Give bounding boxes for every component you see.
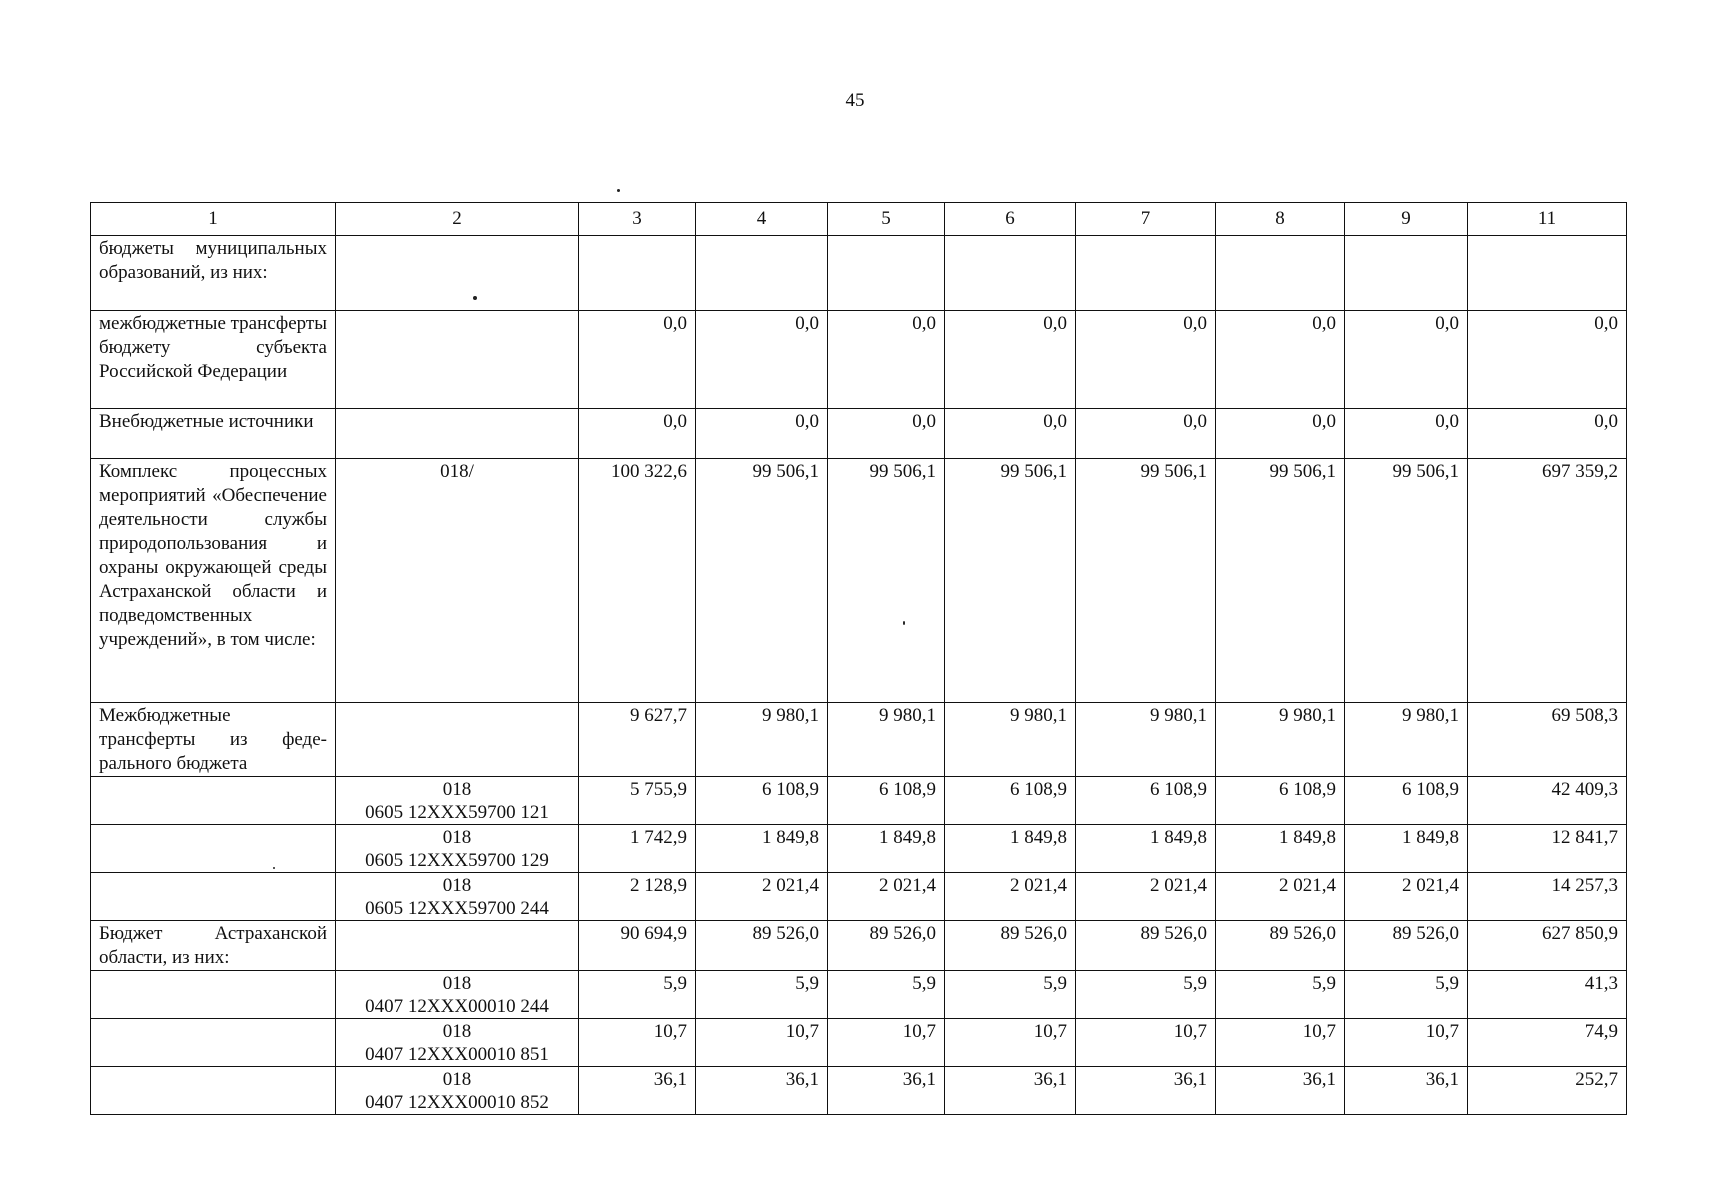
value-cell-col-3: 5,9 [579,971,696,1019]
value-cell-col-11: 12 841,7 [1468,825,1627,873]
value-cell-col-4: 5,9 [696,971,828,1019]
value-cell-col-7: 99 506,1 [1076,459,1216,703]
budget-code-cell [336,971,579,1019]
value-cell-col-3 [579,236,696,311]
budget-code-cell [336,409,579,459]
column-header-2: 2 [336,203,579,236]
column-header-8: 8 [1216,203,1345,236]
row-name-cell: межбюджетные трансферты бюджету субъекта Российской Федерации [91,311,336,409]
row-name-cell [91,1067,336,1115]
value-cell-col-4: 36,1 [696,1067,828,1115]
value-cell-col-5: 9 980,1 [828,703,945,777]
scan-speck [617,189,620,192]
row-name-cell [91,971,336,1019]
value-cell-col-5: 36,1 [828,1067,945,1115]
value-cell-col-9: 89 526,0 [1345,921,1468,971]
budget-table [90,202,1627,1115]
row-name-cell [91,777,336,825]
value-cell-col-8: 9 980,1 [1216,703,1345,777]
column-header-3: 3 [579,203,696,236]
table-row [91,825,1627,873]
value-cell-col-11: 74,9 [1468,1019,1627,1067]
budget-code-cell [336,311,579,409]
row-name-cell: Комплекс процессных мероприятий «Обеспечение деятельности службы природопользования и охраны окружающей среды Астраханской области и подведомственных учреждений», в том числе: [91,459,336,703]
table-row [91,873,1627,921]
table-row [91,971,1627,1019]
value-cell-col-3: 0,0 [579,311,696,409]
value-cell-col-7: 0,0 [1076,311,1216,409]
value-cell-col-6: 0,0 [945,311,1076,409]
value-cell-col-6: 9 980,1 [945,703,1076,777]
table-row [91,236,1627,311]
value-cell-col-4: 99 506,1 [696,459,828,703]
value-cell-col-5: 0,0 [828,409,945,459]
value-cell-col-3: 0,0 [579,409,696,459]
value-cell-col-7: 5,9 [1076,971,1216,1019]
value-cell-col-3: 36,1 [579,1067,696,1115]
table-row [91,703,1627,777]
value-cell-col-3: 10,7 [579,1019,696,1067]
value-cell-col-7 [1076,236,1216,311]
value-cell-col-6: 6 108,9 [945,777,1076,825]
value-cell-col-5: 2 021,4 [828,873,945,921]
value-cell-col-7: 10,7 [1076,1019,1216,1067]
column-header-10: 11 [1468,203,1627,236]
code-agency: 018 [442,973,472,994]
value-cell-col-5: 1 849,8 [828,825,945,873]
page-number: 45 [845,90,865,111]
value-cell-col-6: 36,1 [945,1067,1076,1115]
code-agency: 018 [442,1069,472,1090]
value-cell-col-8: 6 108,9 [1216,777,1345,825]
value-cell-col-5: 99 506,1 [828,459,945,703]
value-cell-col-11: 252,7 [1468,1067,1627,1115]
value-cell-col-11: 69 508,3 [1468,703,1627,777]
value-cell-col-8: 36,1 [1216,1067,1345,1115]
value-cell-col-8 [1216,236,1345,311]
value-cell-col-8: 99 506,1 [1216,459,1345,703]
value-cell-col-4: 0,0 [696,311,828,409]
value-cell-col-8: 0,0 [1216,409,1345,459]
column-header-6: 6 [945,203,1076,236]
value-cell-col-6: 0,0 [945,409,1076,459]
value-cell-col-6 [945,236,1076,311]
value-cell-col-8: 1 849,8 [1216,825,1345,873]
value-cell-col-11 [1468,236,1627,311]
value-cell-col-4: 10,7 [696,1019,828,1067]
value-cell-col-7: 2 021,4 [1076,873,1216,921]
value-cell-col-7: 36,1 [1076,1067,1216,1115]
code-classification: 0407 12ХХХ00010 244 [365,996,549,1017]
value-cell-col-6: 5,9 [945,971,1076,1019]
code-agency: 018 [442,875,472,896]
value-cell-col-5: 6 108,9 [828,777,945,825]
value-cell-col-4: 1 849,8 [696,825,828,873]
value-cell-col-11: 41,3 [1468,971,1627,1019]
budget-code-cell [336,921,579,971]
value-cell-col-5: 5,9 [828,971,945,1019]
value-cell-col-5 [828,236,945,311]
budget-code-cell [336,703,579,777]
value-cell-col-7: 1 849,8 [1076,825,1216,873]
value-cell-col-3: 9 627,7 [579,703,696,777]
table-row [91,1067,1627,1115]
value-cell-col-6: 89 526,0 [945,921,1076,971]
value-cell-col-4: 6 108,9 [696,777,828,825]
row-name-cell [91,1019,336,1067]
value-cell-col-11: 42 409,3 [1468,777,1627,825]
value-cell-col-6: 10,7 [945,1019,1076,1067]
value-cell-col-8: 5,9 [1216,971,1345,1019]
value-cell-col-9: 36,1 [1345,1067,1468,1115]
row-name-cell: Бюджет Астраханской области, из них: [91,921,336,971]
value-cell-col-9: 0,0 [1345,409,1468,459]
value-cell-col-5: 0,0 [828,311,945,409]
table-row [91,459,1627,703]
value-cell-col-7: 89 526,0 [1076,921,1216,971]
code-classification: 0407 12ХХХ00010 852 [365,1092,549,1113]
value-cell-col-5: 10,7 [828,1019,945,1067]
code-classification: 0605 12ХХХ59700 129 [365,850,549,871]
code-agency: 018/ [440,461,474,482]
budget-code-cell [336,236,579,311]
budget-code-cell [336,873,579,921]
value-cell-col-11: 14 257,3 [1468,873,1627,921]
value-cell-col-11: 697 359,2 [1468,459,1627,703]
budget-code-cell [336,825,579,873]
value-cell-col-8: 2 021,4 [1216,873,1345,921]
value-cell-col-9: 0,0 [1345,311,1468,409]
value-cell-col-3: 1 742,9 [579,825,696,873]
budget-code-cell [336,1019,579,1067]
value-cell-col-3: 2 128,9 [579,873,696,921]
table-body [91,236,1627,1115]
value-cell-col-3: 90 694,9 [579,921,696,971]
column-header-4: 4 [696,203,828,236]
budget-code-cell [336,459,579,703]
table-row [91,409,1627,459]
value-cell-col-7: 0,0 [1076,409,1216,459]
value-cell-col-3: 100 322,6 [579,459,696,703]
value-cell-col-11: 0,0 [1468,311,1627,409]
code-classification: 0605 12ХХХ59700 244 [365,898,549,919]
table-row [91,1019,1627,1067]
table-row [91,777,1627,825]
row-name-cell [91,825,336,873]
table-row [91,921,1627,971]
value-cell-col-4: 2 021,4 [696,873,828,921]
code-agency: 018 [442,779,472,800]
column-header-9: 9 [1345,203,1468,236]
value-cell-col-7: 6 108,9 [1076,777,1216,825]
header-row [91,203,1627,236]
code-classification: 0407 12ХХХ00010 851 [365,1044,549,1065]
value-cell-col-6: 99 506,1 [945,459,1076,703]
table-row [91,311,1627,409]
value-cell-col-4: 9 980,1 [696,703,828,777]
value-cell-col-9: 5,9 [1345,971,1468,1019]
value-cell-col-4 [696,236,828,311]
column-header-5: 5 [828,203,945,236]
value-cell-col-6: 1 849,8 [945,825,1076,873]
value-cell-col-6: 2 021,4 [945,873,1076,921]
value-cell-col-7: 9 980,1 [1076,703,1216,777]
value-cell-col-11: 0,0 [1468,409,1627,459]
budget-code-cell [336,777,579,825]
value-cell-col-9: 1 849,8 [1345,825,1468,873]
value-cell-col-9: 9 980,1 [1345,703,1468,777]
budget-code-cell [336,1067,579,1115]
value-cell-col-5: 89 526,0 [828,921,945,971]
code-classification: 0605 12ХХХ59700 121 [365,802,549,823]
value-cell-col-4: 89 526,0 [696,921,828,971]
value-cell-col-9: 6 108,9 [1345,777,1468,825]
value-cell-col-8: 89 526,0 [1216,921,1345,971]
value-cell-col-8: 0,0 [1216,311,1345,409]
row-name-cell: бюджеты муниципальных образований, из них: [91,236,336,311]
value-cell-col-3: 5 755,9 [579,777,696,825]
row-name-cell: Внебюджетные источники [91,409,336,459]
row-name-cell: Межбюджетные трансферты из федерального бюджета [91,703,336,777]
value-cell-col-11: 627 850,9 [1468,921,1627,971]
value-cell-col-8: 10,7 [1216,1019,1345,1067]
value-cell-col-9 [1345,236,1468,311]
row-name-cell [91,873,336,921]
value-cell-col-4: 0,0 [696,409,828,459]
code-agency: 018 [442,1021,472,1042]
column-header-1: 1 [91,203,336,236]
value-cell-col-9: 10,7 [1345,1019,1468,1067]
column-header-7: 7 [1076,203,1216,236]
value-cell-col-9: 2 021,4 [1345,873,1468,921]
code-agency: 018 [442,827,472,848]
value-cell-col-9: 99 506,1 [1345,459,1468,703]
